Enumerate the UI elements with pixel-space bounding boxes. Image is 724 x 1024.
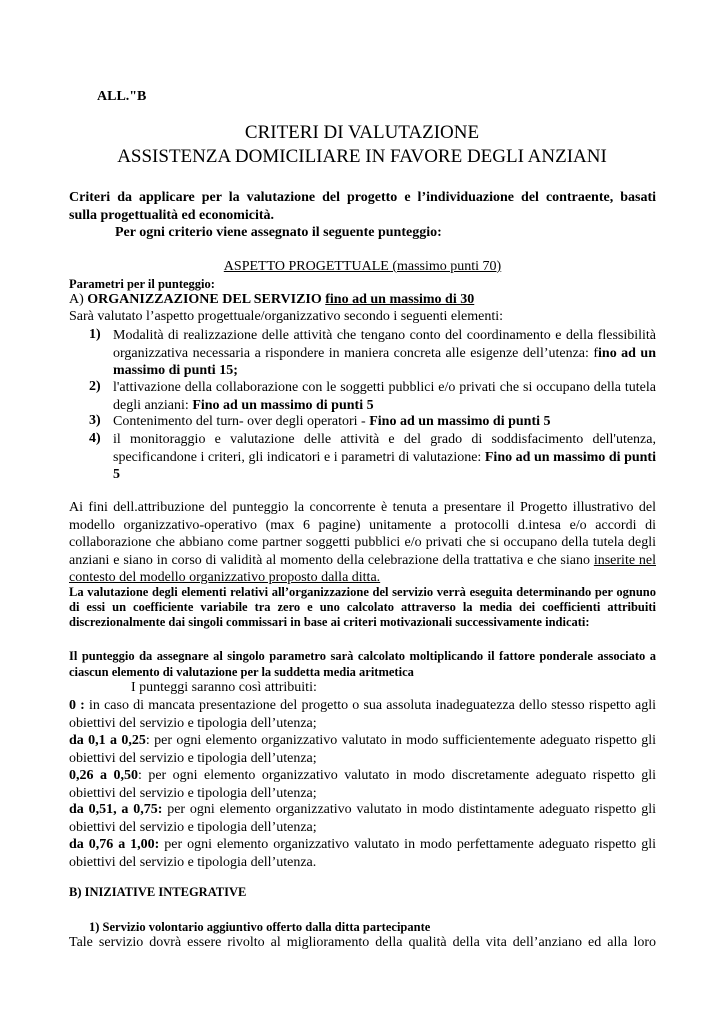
score-item: da 0,1 a 0,25: per ogni elemento organizzativo valutato in modo sufficientemente adeguato rispetto gli obiettivi del servizio e tipologia dell’utenza; bbox=[69, 733, 656, 766]
section-a-heading bbox=[69, 292, 656, 308]
title-line-1: CRITERI DI VALUTAZIONE bbox=[244, 122, 480, 143]
list-item-number: 2) bbox=[89, 379, 101, 394]
ai-fini-paragraph: Ai fini dell.attribuzione del punteggio la concorrente è tenuta a presentare il Progetto illustrativo del modello organizzativo-operativo (max 6 pagine) unitamente a protocolli d.intesa e/o accordi di collaborazione che abbiano come partner soggetti pubblici e/o privati che si occupano della tutela degli anziani e siano in corso di validità al momento della celebrazione della trattativa e che siano inserite nel contesto del modello organizzativo proposto dalla ditta. bbox=[69, 500, 656, 585]
score-item: 0 : in caso di mancata presentazione del progetto o sua assoluta inadeguatezza dello stesso rispetto agli obiettivi del servizio e tipologia dell’utenza; bbox=[69, 698, 656, 731]
intro-line-1: Criteri da applicare per la valutazione del progetto e l’individuazione del contraente, basati bbox=[69, 190, 656, 205]
score-item: da 0,51, a 0,75: per ogni elemento organizzativo valutato in modo distintamente adeguato rispetto gli obiettivi del servizio e tipologia dell’utenza; bbox=[69, 802, 656, 835]
parametri-label: Parametri per il punteggio: bbox=[69, 277, 215, 291]
allegato-label: ALL."B bbox=[97, 89, 147, 104]
section-b-last-line: Tale servizio dovrà essere rivolto al miglioramento della qualità della vita dell’anziano ed alla loro bbox=[69, 935, 656, 950]
punteggio-paragraph: Il punteggio da assegnare al singolo parametro sarà calcolato moltiplicando il fattore ponderale associato a ciascun elemento di valutazione per la suddetta media aritmetica bbox=[69, 649, 656, 679]
list-item-number: 3) bbox=[89, 413, 101, 428]
section-b-heading: B) INIZIATIVE INTEGRATIVE bbox=[69, 885, 247, 899]
valutato-line: Sarà valutato l’aspetto progettuale/organizzativo secondo i seguenti elementi: bbox=[69, 309, 503, 324]
intro-line-2: sulla progettualità ed economicità. bbox=[69, 207, 275, 223]
section-a-max: fino ad un massimo di 30 bbox=[325, 292, 475, 307]
valutazione-paragraph: La valutazione degli elementi relativi all’organizzazione del servizio verrà eseguita determinando per ognuno di essi un coefficiente variabile tra zero e uno calcolato attraverso la media dei coefficienti attribuiti discrezionalmente dai singoli commissari in base ai criteri motivazionali successivamente indicati: bbox=[69, 585, 656, 629]
title-line-2: ASSISTENZA DOMICILIARE IN FAVORE DEGLI ANZIANI bbox=[117, 146, 607, 167]
intro-paragraph bbox=[69, 189, 656, 242]
list-item-text: il monitoraggio e valutazione delle attività e del grado di soddisfacimento dell'utenza, specificandone i criteri, gli indicatori e i parametri di valutazione: Fino ad un massimo di punti 5 bbox=[113, 432, 656, 482]
list-item-text: l'attivazione della collaborazione con le soggetti pubblici e/o privati che si occupano della tutela degli anziani: Fino ad un massimo di punti 5 bbox=[113, 380, 656, 413]
list-item-number: 4) bbox=[89, 431, 101, 446]
score-item: 0,26 a 0,50: per ogni elemento organizzativo valutato in modo discretamente adeguato rispetto gli obiettivi del servizio e tipologia dell’utenza; bbox=[69, 768, 656, 801]
page-title bbox=[60, 121, 664, 169]
attribuiti-line: I punteggi saranno così attribuiti: bbox=[131, 680, 317, 695]
score-item: da 0,76 a 1,00: per ogni elemento organizzativo valutato in modo perfettamente adeguato rispetto gli obiettivi del servizio e tipologia dell’utenza. bbox=[69, 837, 656, 870]
section-heading-aspetto: ASPETTO PROGETTUALE (massimo punti 70) bbox=[223, 259, 502, 274]
list-item-text: Contenimento del turn- over degli operatori - Fino ad un massimo di punti 5 bbox=[113, 414, 551, 429]
section-a-title: ORGANIZZAZIONE DEL SERVIZIO bbox=[87, 292, 322, 307]
section-b-item-1: 1) Servizio volontario aggiuntivo offerto dalla ditta partecipante bbox=[89, 920, 431, 934]
section-a-prefix: A) bbox=[69, 292, 88, 307]
list-item-number: 1) bbox=[89, 327, 101, 342]
intro-line-3: Per ogni criterio viene assegnato il seguente punteggio: bbox=[115, 225, 442, 240]
list-item-text: Modalità di realizzazione delle attività che tengano conto del coordinamento e della flessibilità organizzativa necessaria a rispondere in maniera concreta alle esigenze dell’utenza: fino ad un massimo di punti 15; bbox=[113, 328, 656, 378]
